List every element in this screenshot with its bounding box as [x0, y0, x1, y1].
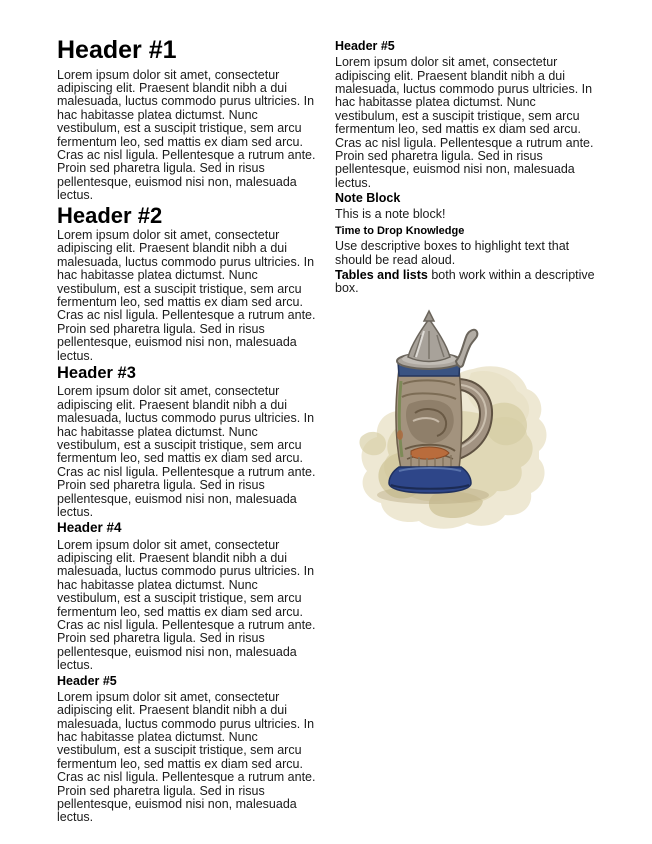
lorem-paragraph: Lorem ipsum dolor sit amet, consectetur adipiscing elit. Praesent blandit nibh a dui malesuada, luctus commodo purus ultricies. In hac habitasse platea dictumst. Nunc vestibulum, est a suscipit tristique, sem arcu fermentum leo, sed mattis ex diam sed arcu. Cras ac nisl ligula. Pellentesque a rutrum ante. Proin sed pharetra ligula. Sed in risus pellentesque, euismod nisi non, malesuada lectus.	[57, 537, 316, 673]
lorem-paragraph: Lorem ipsum dolor sit amet, consectetur adipiscing elit. Praesent blandit nibh a dui malesuada, luctus commodo purus ultricies. In hac habitasse platea dictumst. Nunc vestibulum, est a suscipit tristique, sem arcu fermentum leo, sed mattis ex diam sed arcu. Cras ac nisl ligula. Pellentesque a rutrum ante. Proin sed pharetra ligula. Sed in risus pellentesque, euismod nisi non, malesuada lectus.	[335, 55, 594, 190]
heading-3: Header #3	[57, 364, 136, 383]
heading-1: Header #1	[57, 36, 177, 64]
lorem-paragraph: Lorem ipsum dolor sit amet, consectetur adipiscing elit. Praesent blandit nibh a dui malesuada, luctus commodo purus ultricies. In hac habitasse platea dictumst. Nunc vestibulum, est a suscipit tristique, sem arcu fermentum leo, sed mattis ex diam sed arcu. Cras ac nisl ligula. Pellentesque a rutrum ante. Proin sed pharetra ligula. Sed in risus pellentesque, euismod nisi non, malesuada lectus.	[57, 689, 316, 825]
heading-4: Header #4	[57, 520, 122, 536]
lorem-paragraph: Lorem ipsum dolor sit amet, consectetur adipiscing elit. Praesent blandit nibh a dui malesuada, luctus commodo purus ultricies. In hac habitasse platea dictumst. Nunc vestibulum, est a suscipit tristique, sem arcu fermentum leo, sed mattis ex diam sed arcu. Cras ac nisl ligula. Pellentesque a rutrum ante. Proin sed pharetra ligula. Sed in risus pellentesque, euismod nisi non, malesuada lectus.	[57, 384, 316, 520]
note-block-text: This is a note block!	[335, 207, 446, 222]
stein-lid	[397, 311, 461, 369]
beer-stein-watercolor-illustration	[353, 309, 623, 534]
descriptive-box-rest: both work within a descriptive box.	[335, 268, 595, 296]
lorem-paragraph: Lorem ipsum dolor sit amet, consectetur adipiscing elit. Praesent blandit nibh a dui malesuada, luctus commodo purus ultricies. In hac habitasse platea dictumst. Nunc vestibulum, est a suscipit tristique, sem arcu fermentum leo, sed mattis ex diam sed arcu. Cras ac nisl ligula. Pellentesque a rutrum ante. Proin sed pharetra ligula. Sed in risus pellentesque, euismod nisi non, malesuada lectus.	[57, 228, 316, 363]
heading-5-right: Header #5	[335, 39, 395, 53]
knowledge-heading: Time to Drop Knowledge	[335, 224, 465, 237]
stein-figure	[353, 309, 623, 534]
stein-base	[389, 467, 471, 493]
descriptive-box-note	[335, 269, 597, 296]
stein-finial	[424, 311, 434, 321]
stein-thumblift	[456, 330, 477, 367]
knowledge-text: Use descriptive boxes to highlight text that should be read aloud.	[335, 239, 570, 267]
descriptive-box-bold-lead: Tables and lists	[335, 268, 428, 283]
note-block-heading: Note Block	[335, 191, 401, 206]
heading-5: Header #5	[57, 673, 117, 688]
lorem-paragraph: Lorem ipsum dolor sit amet, consectetur adipiscing elit. Praesent blandit nibh a dui malesuada, luctus commodo purus ultricies. In hac habitasse platea dictumst. Nunc vestibulum, est a suscipit tristique, sem arcu fermentum leo, sed mattis ex diam sed arcu. Cras ac nisl ligula. Pellentesque a rutrum ante. Proin sed pharetra ligula. Sed in risus pellentesque, euismod nisi non, malesuada lectus.	[57, 67, 316, 203]
heading-2: Header #2	[57, 202, 163, 228]
left-column	[57, 38, 319, 844]
stein-body	[396, 369, 462, 469]
right-column	[335, 38, 597, 844]
